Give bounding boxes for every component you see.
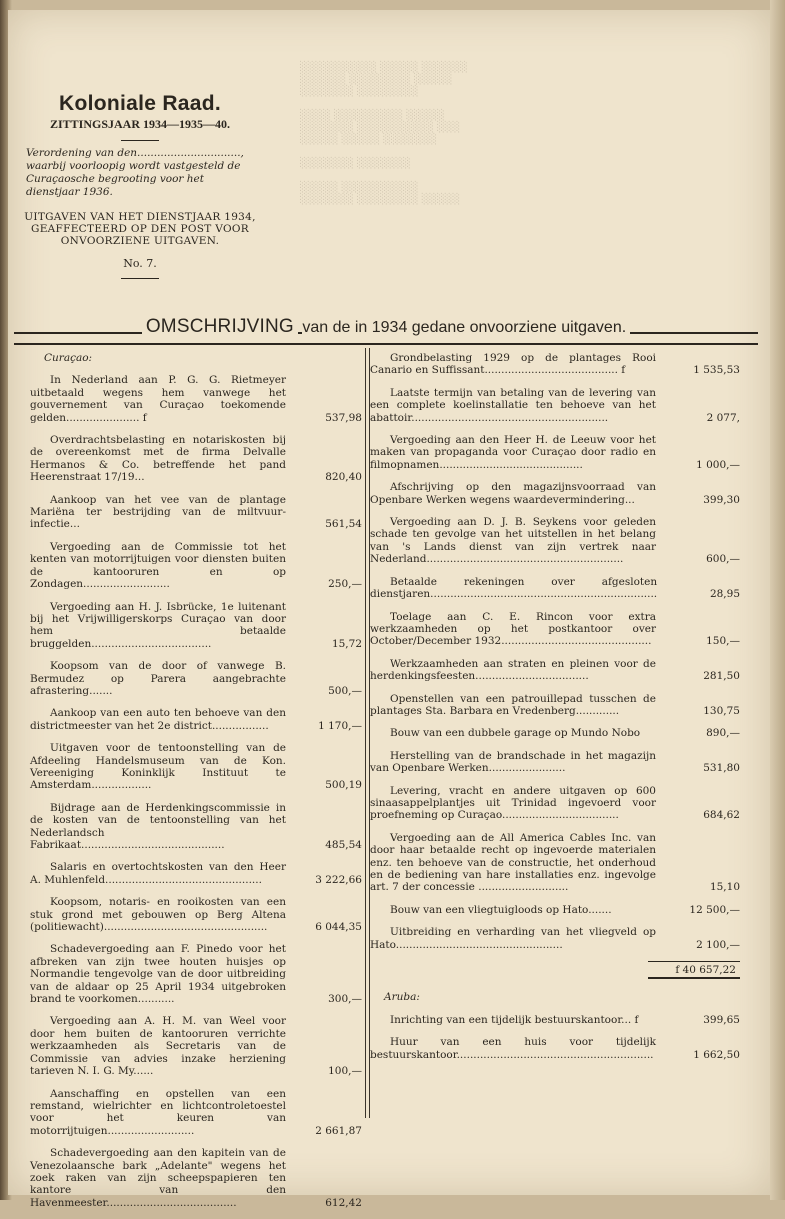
entry-amount: 399,65 (703, 1013, 740, 1026)
entry-description: Aankoop van een auto ten behoeve van den districtmeester van het 2e district................. (30, 707, 286, 732)
entry-description: Koopsom van de door of vanwege B. Bermudez op Parera aangebrachte afrastering....... (30, 660, 286, 697)
entry-amount: 1 170,— (318, 719, 362, 732)
entry-amount: 6 044,35 (315, 921, 362, 934)
expense-entry (370, 434, 740, 471)
page-edge (770, 0, 785, 1200)
expense-entry (30, 374, 362, 424)
expense-entry (370, 611, 740, 648)
entry-description: Huur van een huis voor tijdelijk bestuurskantoor........................................................... (370, 1036, 656, 1061)
expense-entry (370, 832, 740, 894)
entry-description: Vergoeding aan de Commissie tot het kenten van motorrijtuigen voor diensten buiten de kantooruren en op Zondagen.......................... (30, 540, 286, 591)
council-title: Koloniale Raad. (58, 92, 222, 115)
entry-description: Aanschaffing en opstellen van een remstand, wielrichter en lichtcontroletoestel voor het keuren van motorrijtuigen.......................... (30, 1087, 286, 1137)
entry-amount: 300,— (328, 993, 362, 1006)
entry-amount: 561,54 (325, 518, 362, 531)
entry-description: Vergoeding aan D. J. B. Seykens voor geleden schade ten gevolge van het uitstellen in het belang van 's Lands dienst van zijn vertrek naar Nederland........................................................... (370, 516, 656, 566)
entry-description: Toelage aan C. E. Rincon voor extra werkzaamheden op het postkantoor over October/December 1932............................................. (370, 610, 656, 648)
expense-entry (30, 541, 362, 591)
expense-entry (370, 1014, 740, 1026)
entry-amount: 1 000,— (696, 458, 740, 471)
ordinance-text: Verordening van den..............................., waarbij voorloopig wordt vastgesteld de Curaçaosche begrooting voor het dienstjaar 1936. (26, 147, 244, 198)
table-heading (14, 316, 758, 338)
expense-entry (370, 481, 740, 506)
expense-entry (370, 658, 740, 683)
entry-amount: 820,40 (325, 471, 362, 484)
heading-main: OMSCHRIJVING (142, 316, 298, 337)
entry-description: Vergoeding aan H. J. Isbrücke, 1e luitenant bij het Vrijwilligerskorps Curaçao van door hem betaalde bruggelden.................................... (30, 600, 286, 650)
entry-description: Uitbreiding en verharding van het vliegveld op Hato.................................................. (370, 926, 656, 951)
region-aruba: Aruba: (384, 991, 420, 1004)
entry-description: Bijdrage aan de Herdenkingscommissie in de kosten van de tentoonstelling van het Nederlandsch Fabrikaat........................................... (30, 801, 286, 851)
entry-description: Herstelling van de brandschade in het magazijn van Openbare Werken....................... (370, 749, 656, 775)
right-column (370, 352, 740, 1071)
entry-amount: 500,— (328, 684, 362, 697)
expense-entry (30, 660, 362, 697)
entry-amount: 150,— (706, 635, 740, 648)
expense-entry (30, 494, 362, 531)
expense-entry (370, 904, 740, 916)
expense-entry (370, 785, 740, 822)
entry-description: Vergoeding aan den Heer H. de Leeuw voor het maken van propaganda voor Curaçao door radio en filmopnamen........................................... (370, 434, 656, 471)
expense-entry (30, 1015, 362, 1077)
left-column (30, 352, 362, 1219)
entry-description: Vergoeding aan de All America Cables Inc. van door haar betaalde recht op ingevoerde materialen enz. ten behoeve van de constructie, het onderhoud en de bediening van hare installaties enz. ingevolge art. 7 der concessie ........................... (370, 831, 656, 894)
entry-description: Schadevergoeding aan F. Pinedo voor het afbreken van zijn twee houten huisjes op Normandie tengevolge van de door uitbreiding van de aldaar op 25 April 1934 uitgebroken brand te voorkomen........... (30, 943, 286, 1006)
entry-amount: 1 535,53 (693, 364, 740, 377)
expense-entry (30, 601, 362, 651)
entry-amount: 485,54 (325, 839, 362, 851)
expense-entry (370, 693, 740, 718)
expense-entry (370, 1036, 740, 1061)
expense-entry (30, 802, 362, 852)
entry-description: Schadevergoeding aan den kapitein van de Venezolaansche bark „Adelante" wegens het zoek raken van zijn scheepspapieren ten kantore van den Havenmeester....................................... (30, 1147, 286, 1209)
entry-amount: 890,— (706, 727, 740, 740)
entry-amount: 250,— (328, 578, 362, 591)
entry-amount: 12 500,— (689, 903, 740, 916)
entry-amount: 2 100,— (696, 938, 740, 951)
spending-title: UITGAVEN VAN HET DIENSTJAAR 1934, GEAFFECTEERD OP DEN POST VOOR ONVOORZIENE UITGAVEN. (24, 211, 256, 247)
entry-amount: 281,50 (703, 670, 740, 683)
entry-description: Vergoeding aan A. H. M. van Weel voor door hem buiten de kantooruren verrichte werkzaamheden als Secretaris van de Commissie van advies inzake herziening tarieven N. I. G. My...... (30, 1015, 286, 1078)
entry-amount: 600,— (706, 553, 740, 566)
heading-rest: van de in 1934 gedane onvoorziene uitgaven. (302, 319, 630, 336)
entry-amount: 531,80 (703, 762, 740, 775)
entry-amount: 500,19 (325, 779, 362, 792)
entry-description: Laatste termijn van betaling van de levering van een complete koelinstallatie ten behoeve van het abattoir........................................................... (370, 386, 656, 424)
expense-entry (370, 576, 740, 601)
expense-entry (30, 896, 362, 933)
expense-entry (370, 516, 740, 566)
entry-amount: 15,10 (709, 881, 740, 894)
entry-amount: 100,— (328, 1065, 362, 1078)
entry-description: Levering, vracht en andere uitgaven op 600 sinaasappelplantjes uit Trinidad ingevoerd voor proefneming op Curaçao................................... (370, 784, 656, 822)
document-header (20, 92, 260, 285)
entry-amount: 2 077, (706, 411, 740, 424)
entry-amount: 537,98 (325, 411, 362, 424)
expense-entry (30, 1088, 362, 1138)
entry-amount: 15,72 (331, 637, 362, 650)
document-number: No. 7. (123, 257, 157, 270)
total-amount: f 40 657,22 (648, 961, 740, 979)
expense-entry (370, 750, 740, 775)
entry-description: Overdrachtsbelasting en notariskosten bij de overeenkomst met de firma Delvalle Hermanos & Co. betreffende het pand Heerenstraat 17/19... (30, 434, 286, 484)
entry-description: Afschrijving op den magazijnsvoorraad van Openbare Werken wegens waardevermindering... (370, 481, 656, 506)
entry-description: Salaris en overtochtskosten van den Heer A. Muhlenfeld............................................... (30, 861, 286, 886)
entry-amount: 28,95 (709, 588, 740, 601)
entry-amount: 684,62 (703, 809, 740, 822)
entry-description: Betaalde rekeningen over afgesloten dienstjaren.................................................................... (370, 575, 658, 601)
session-year: ZITTINGSJAAR 1934—1935—40. (49, 117, 231, 131)
entry-description: Grondbelasting 1929 op de plantages Rooi Canario en Suffissant........................................ f (370, 352, 656, 377)
entry-description: Openstellen van een patrouillepad tusschen de plantages Sta. Barbara en Vredenberg............. (370, 692, 656, 717)
expense-entry (30, 434, 362, 484)
number-rule (121, 278, 159, 279)
entry-amount: 2 661,87 (315, 1124, 362, 1137)
expense-entry (370, 387, 740, 424)
bleed-through-text: ░░░░░░░░░░ ░░░░░ ░░░░░░ ░░░░░░ ░░░░░░░░ ░░░░░ ░░░░░░░ ░░░░░░░░ ░░░░ ░░░░░░░░░ ░░░░░ ░░░░░░░ ░░░░░░░░░░ ░░░ ░░░░░ ░░░░░ ░░░░░░░ ░░░░░░░ ░░░░░░░ ░░░░░ ░░░░░░░░░░ ░░░░░░░ ░░░░░░░░ ░░░░░ (300, 62, 468, 205)
entry-amount: 399,30 (703, 493, 740, 506)
entry-description: Bouw van een dubbele garage op Mundo Nobo (390, 727, 641, 740)
entry-amount: 612,42 (325, 1196, 362, 1209)
expense-entry (30, 861, 362, 886)
region-curacao: Curaçao: (44, 352, 93, 364)
entry-description: Inrichting van een tijdelijk bestuurskantoor... f (390, 1013, 639, 1026)
expense-entry (370, 727, 740, 739)
expense-entry (370, 926, 740, 951)
expense-entry (30, 707, 362, 732)
expense-entry (370, 352, 740, 377)
entry-description: Bouw van een vliegtuigloods op Hato....... (390, 903, 612, 916)
entry-description: Aankoop van het vee van de plantage Mariëna ter bestrijding van de miltvuur-infectie... (30, 493, 286, 531)
heading-rule-bottom (14, 343, 758, 345)
entry-description: Koopsom, notaris- en rooikosten van een stuk grond met gebouwen op Berg Altena (politiewacht)................................................. (30, 896, 286, 934)
entry-amount: 3 222,66 (315, 873, 362, 886)
entry-description: In Nederland aan P. G. G. Rietmeyer uitbetaald wegens hem vanwege het gouvernement van Curaçao toekomende gelden...................... f (30, 374, 286, 424)
expense-entry (30, 943, 362, 1005)
column-divider (365, 348, 366, 1118)
entry-description: Uitgaven voor de tentoonstelling van de Afdeeling Handelsmuseum van de Kon. Vereeniging Koninklijk Instituut te Amsterdam.................. (30, 742, 286, 792)
header-rule (121, 140, 159, 141)
entry-amount: 1 662,50 (693, 1048, 740, 1061)
entry-amount: 130,75 (703, 704, 740, 717)
expense-entry (30, 742, 362, 792)
total-row (370, 961, 740, 979)
entry-description: Werkzaamheden aan straten en pleinen voor de herdenkingsfeesten.................................. (370, 657, 656, 683)
